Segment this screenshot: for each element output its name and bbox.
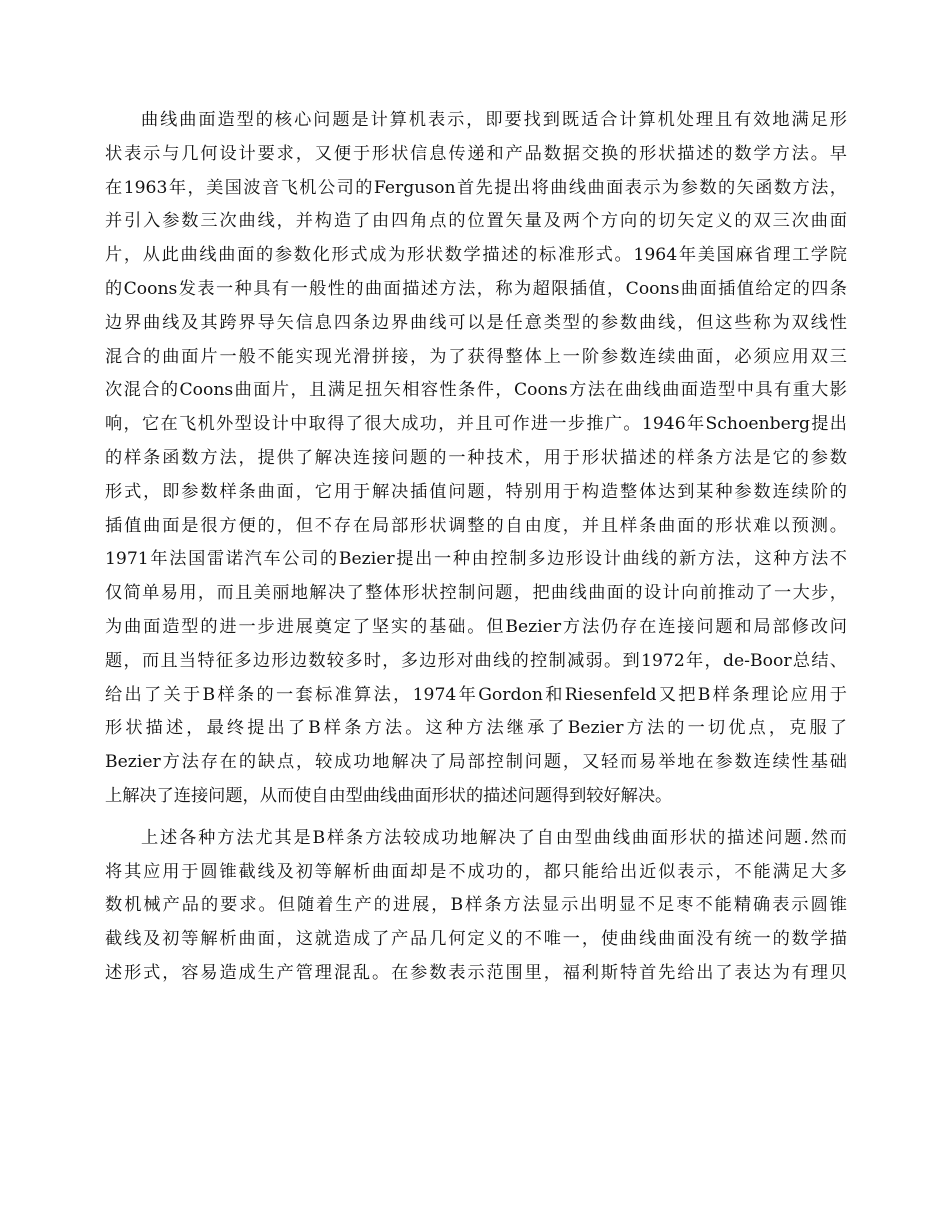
text-line: 在1963年，美国波音飞机公司的Ferguson首先提出将曲线曲面表示为参数的矢函数方法， bbox=[105, 177, 847, 198]
text-line: 曲线曲面造型的核心问题是计算机表示，即要找到既适合计算机处理且有效地满足形 bbox=[141, 110, 847, 130]
text-line: 仅简单易用，而且美丽地解决了整体形状控制问题，把曲线曲面的设计向前推动了一大步， bbox=[105, 583, 847, 604]
text-line: 数机械产品的要求。但随着生产的进展，B样条方法显示出明显不足枣不能精确表示圆锥 bbox=[105, 895, 847, 916]
text-line: 将其应用于圆锥截线及初等解析曲面却是不成功的，都只能给出近似表示，不能满足大多 bbox=[105, 861, 847, 882]
text-line: 响，它在飞机外型设计中取得了很大成功，并且可作进一步推广。1946年Schoenberg提出 bbox=[105, 414, 847, 435]
text-line: 为曲面造型的进一步进展奠定了坚实的基础。但Bezier方法仍存在连接问题和局部修改问 bbox=[105, 616, 847, 637]
text-line: 上述各种方法尤其是B样条方法较成功地解决了自由型曲线曲面形状的描述问题.然而 bbox=[141, 827, 847, 848]
text-line: 1971年法国雷诺汽车公司的Bezier提出一种由控制多边形设计曲线的新方法，这种方法不 bbox=[105, 549, 847, 570]
text-line: 的Coons发表一种具有一般性的曲面描述方法，称为超限插值，Coons曲面插值给定的四条 bbox=[105, 278, 847, 299]
text-line: 片，从此曲线曲面的参数化形式成为形状数学描述的标准形式。1964年美国麻省理工学院 bbox=[105, 245, 847, 266]
text-line: 给出了关于B样条的一套标准算法，1974年Gordon和Riesenfeld又把B样条理论应用于 bbox=[105, 684, 847, 705]
text-line: 混合的曲面片一般不能实现光滑拼接，为了获得整体上一阶参数连续曲面，必须应用双三 bbox=[105, 346, 847, 367]
text-line: 形状描述，最终提出了B样条方法。这种方法继承了Bezier方法的一切优点，克服了 bbox=[105, 718, 847, 739]
text-line: 的样条函数方法，提供了解决连接问题的一种技术，用于形状描述的样条方法是它的参数 bbox=[105, 447, 847, 468]
paragraph-2 bbox=[105, 822, 847, 991]
body-text bbox=[105, 104, 847, 991]
paragraph-1 bbox=[105, 104, 847, 814]
text-line: 述形式，容易造成生产管理混乱。在参数表示范围里，福利斯特首先给出了表达为有理贝 bbox=[105, 962, 847, 983]
paragraph-spacer bbox=[105, 814, 847, 822]
text-line: 插值曲面是很方便的，但不存在局部形状调整的自由度，并且样条曲面的形状难以预测。 bbox=[105, 515, 847, 536]
text-line: Bezier方法存在的缺点，较成功地解决了局部控制问题，又轻而易举地在参数连续性基础 bbox=[105, 752, 847, 773]
text-line: 次混合的Coons曲面片，且满足扭矢相容性条件，Coons方法在曲线曲面造型中具有重大影 bbox=[105, 380, 847, 401]
text-line: 状表示与几何设计要求，又便于形状信息传递和产品数据交换的形状描述的数学方法。早 bbox=[105, 143, 847, 164]
text-line: 形式，即参数样条曲面，它用于解决插值问题，特别用于构造整体达到某种参数连续阶的 bbox=[105, 481, 847, 502]
text-line: 边界曲线及其跨界导矢信息四条边界曲线可以是任意类型的参数曲线，但这些称为双线性 bbox=[105, 312, 847, 333]
text-line: 并引入参数三次曲线，并构造了由四角点的位置矢量及两个方向的切矢定义的双三次曲面 bbox=[105, 211, 847, 232]
text-line: 题，而且当特征多边形边数较多时，多边形对曲线的控制减弱。到1972年，de-Boor总结、 bbox=[105, 650, 847, 671]
text-line: 截线及初等解析曲面，这就造成了产品几何定义的不唯一，使曲线曲面没有统一的数学描 bbox=[105, 929, 847, 950]
text-line: 上解决了连接问题，从而使自由型曲线曲面形状的描述问题得到较好解决。 bbox=[105, 785, 673, 806]
